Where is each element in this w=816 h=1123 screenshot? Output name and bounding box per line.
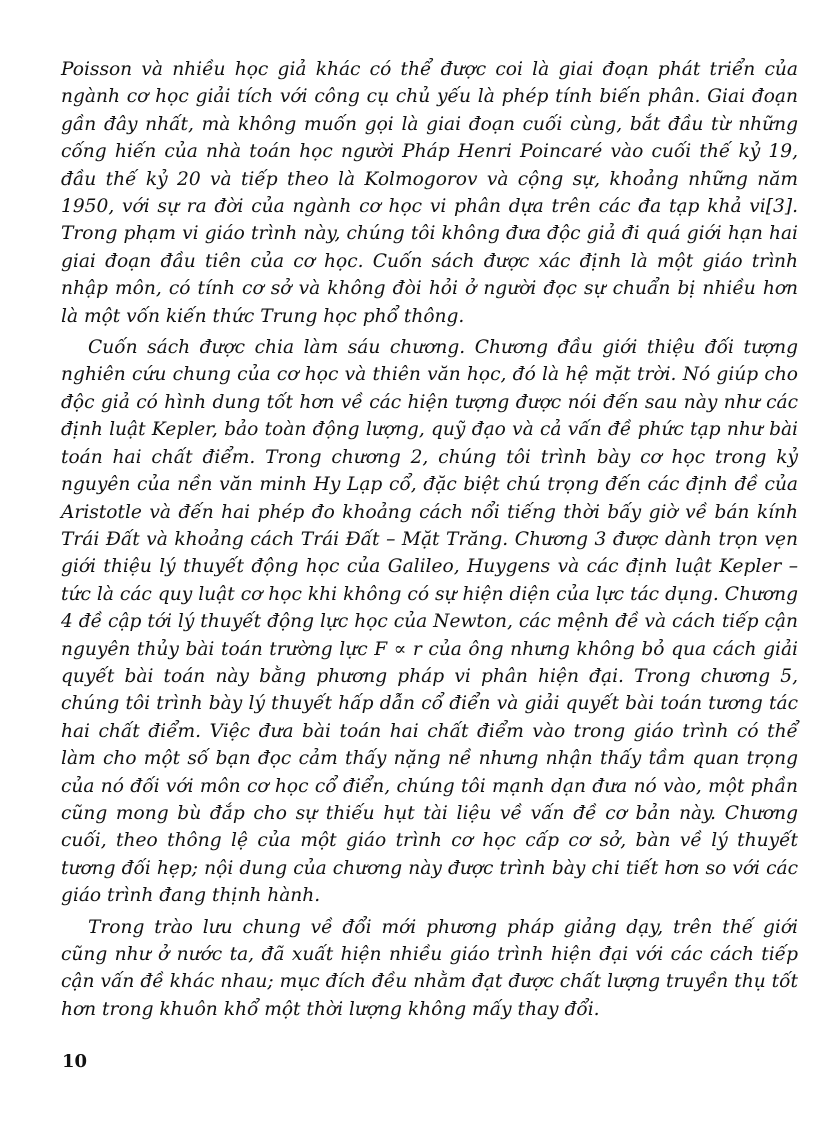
paragraph-chapter-overview: Cuốn sách được chia làm sáu chương. Chương đầu giới thiệu đối tượng nghiên cứu chung của cơ học và thiên văn học, đó là hệ mặt trời. Nó giúp cho độc giả có hình dung tốt hơn về các hiện tượng được nói đến sau này như các định luật Kepler, bảo toàn động lượng, quỹ đạo và cả vấn đề phức tạp như bài toán hai chất điểm. Trong chương 2, chúng tôi trình bày cơ học trong kỷ nguyên của nền văn minh Hy Lạp cổ, đặc biệt chú trọng đến các định đề của Aristotle và đến hai phép đo khoảng cách nổi tiếng thời bấy giờ về bán kính Trái Đất và khoảng cách Trái Đất – Mặt Trăng. Chương 3 được dành trọn vẹn giới thiệu lý thuyết động học của Galileo, Huygens và các định luật Kepler – tức là các quy luật cơ học khi không có sự hiện diện của lực tác dụng. Chương 4 đề cập tới lý thuyết động lực học của Newton, các mệnh đề và cách tiếp cận nguyên thủy bài toán trường lực F ∝ r của ông nhưng không bỏ qua cách giải quyết bài toán này bằng phương pháp vi phân hiện đại. Trong chương 5, chúng tôi trình bày lý thuyết hấp dẫn cổ điển và giải quyết bài toán tương tác hai chất điểm. Việc đưa bài toán hai chất điểm vào trong giáo trình có thể làm cho một số bạn đọc cảm thấy nặng nề nhưng nhận thấy tầm quan trọng của nó đối với môn cơ học cổ điển, chúng tôi mạnh dạn đưa nó vào, một phần cũng mong bù đắp cho sự thiếu hụt tài liệu về vấn đề cơ bản này. Chương cuối, theo thông lệ của một giáo trình cơ học cấp cơ sở, bàn về lý thuyết tương đối hẹp; nội dung của chương này được trình bày chi tiết hơn so với các giáo trình đang thịnh hành. (61, 337, 798, 907)
body-text (61, 56, 798, 1027)
paragraph-teaching-reform: Trong trào lưu chung về đổi mới phương pháp giảng dạy, trên thế giới cũng như ở nước ta, đã xuất hiện nhiều giáo trình hiện đại với các cách tiếp cận vấn đề khác nhau; mục đích đều nhằm đạt được chất lượng truyền thụ tốt hơn trong khuôn khổ một thời lượng không mấy thay đổi. (61, 916, 798, 1020)
page-number: 10 (62, 1051, 88, 1072)
paragraph-continuation: Poisson và nhiều học giả khác có thể được coi là giai đoạn phát triển của ngành cơ học giải tích với công cụ chủ yếu là phép tính biến phân. Giai đoạn gần đây nhất, mà không muốn gọi là giai đoạn cuối cùng, bắt đầu từ những cống hiến của nhà toán học người Pháp Henri Poincaré vào cuối thế kỷ 19, đầu thế kỷ 20 và tiếp theo là Kolmogorov và cộng sự, khoảng những năm 1950, với sự ra đời của ngành cơ học vi phân dựa trên các đa tạp khả vi[3]. Trong phạm vi giáo trình này, chúng tôi không đưa độc giả đi quá giới hạn hai giai đoạn đầu tiên của cơ học. Cuốn sách được xác định là một giáo trình nhập môn, có tính cơ sở và không đòi hỏi ở người đọc sự chuẩn bị nhiều hơn là một vốn kiến thức Trung học phổ thông. (61, 59, 798, 327)
